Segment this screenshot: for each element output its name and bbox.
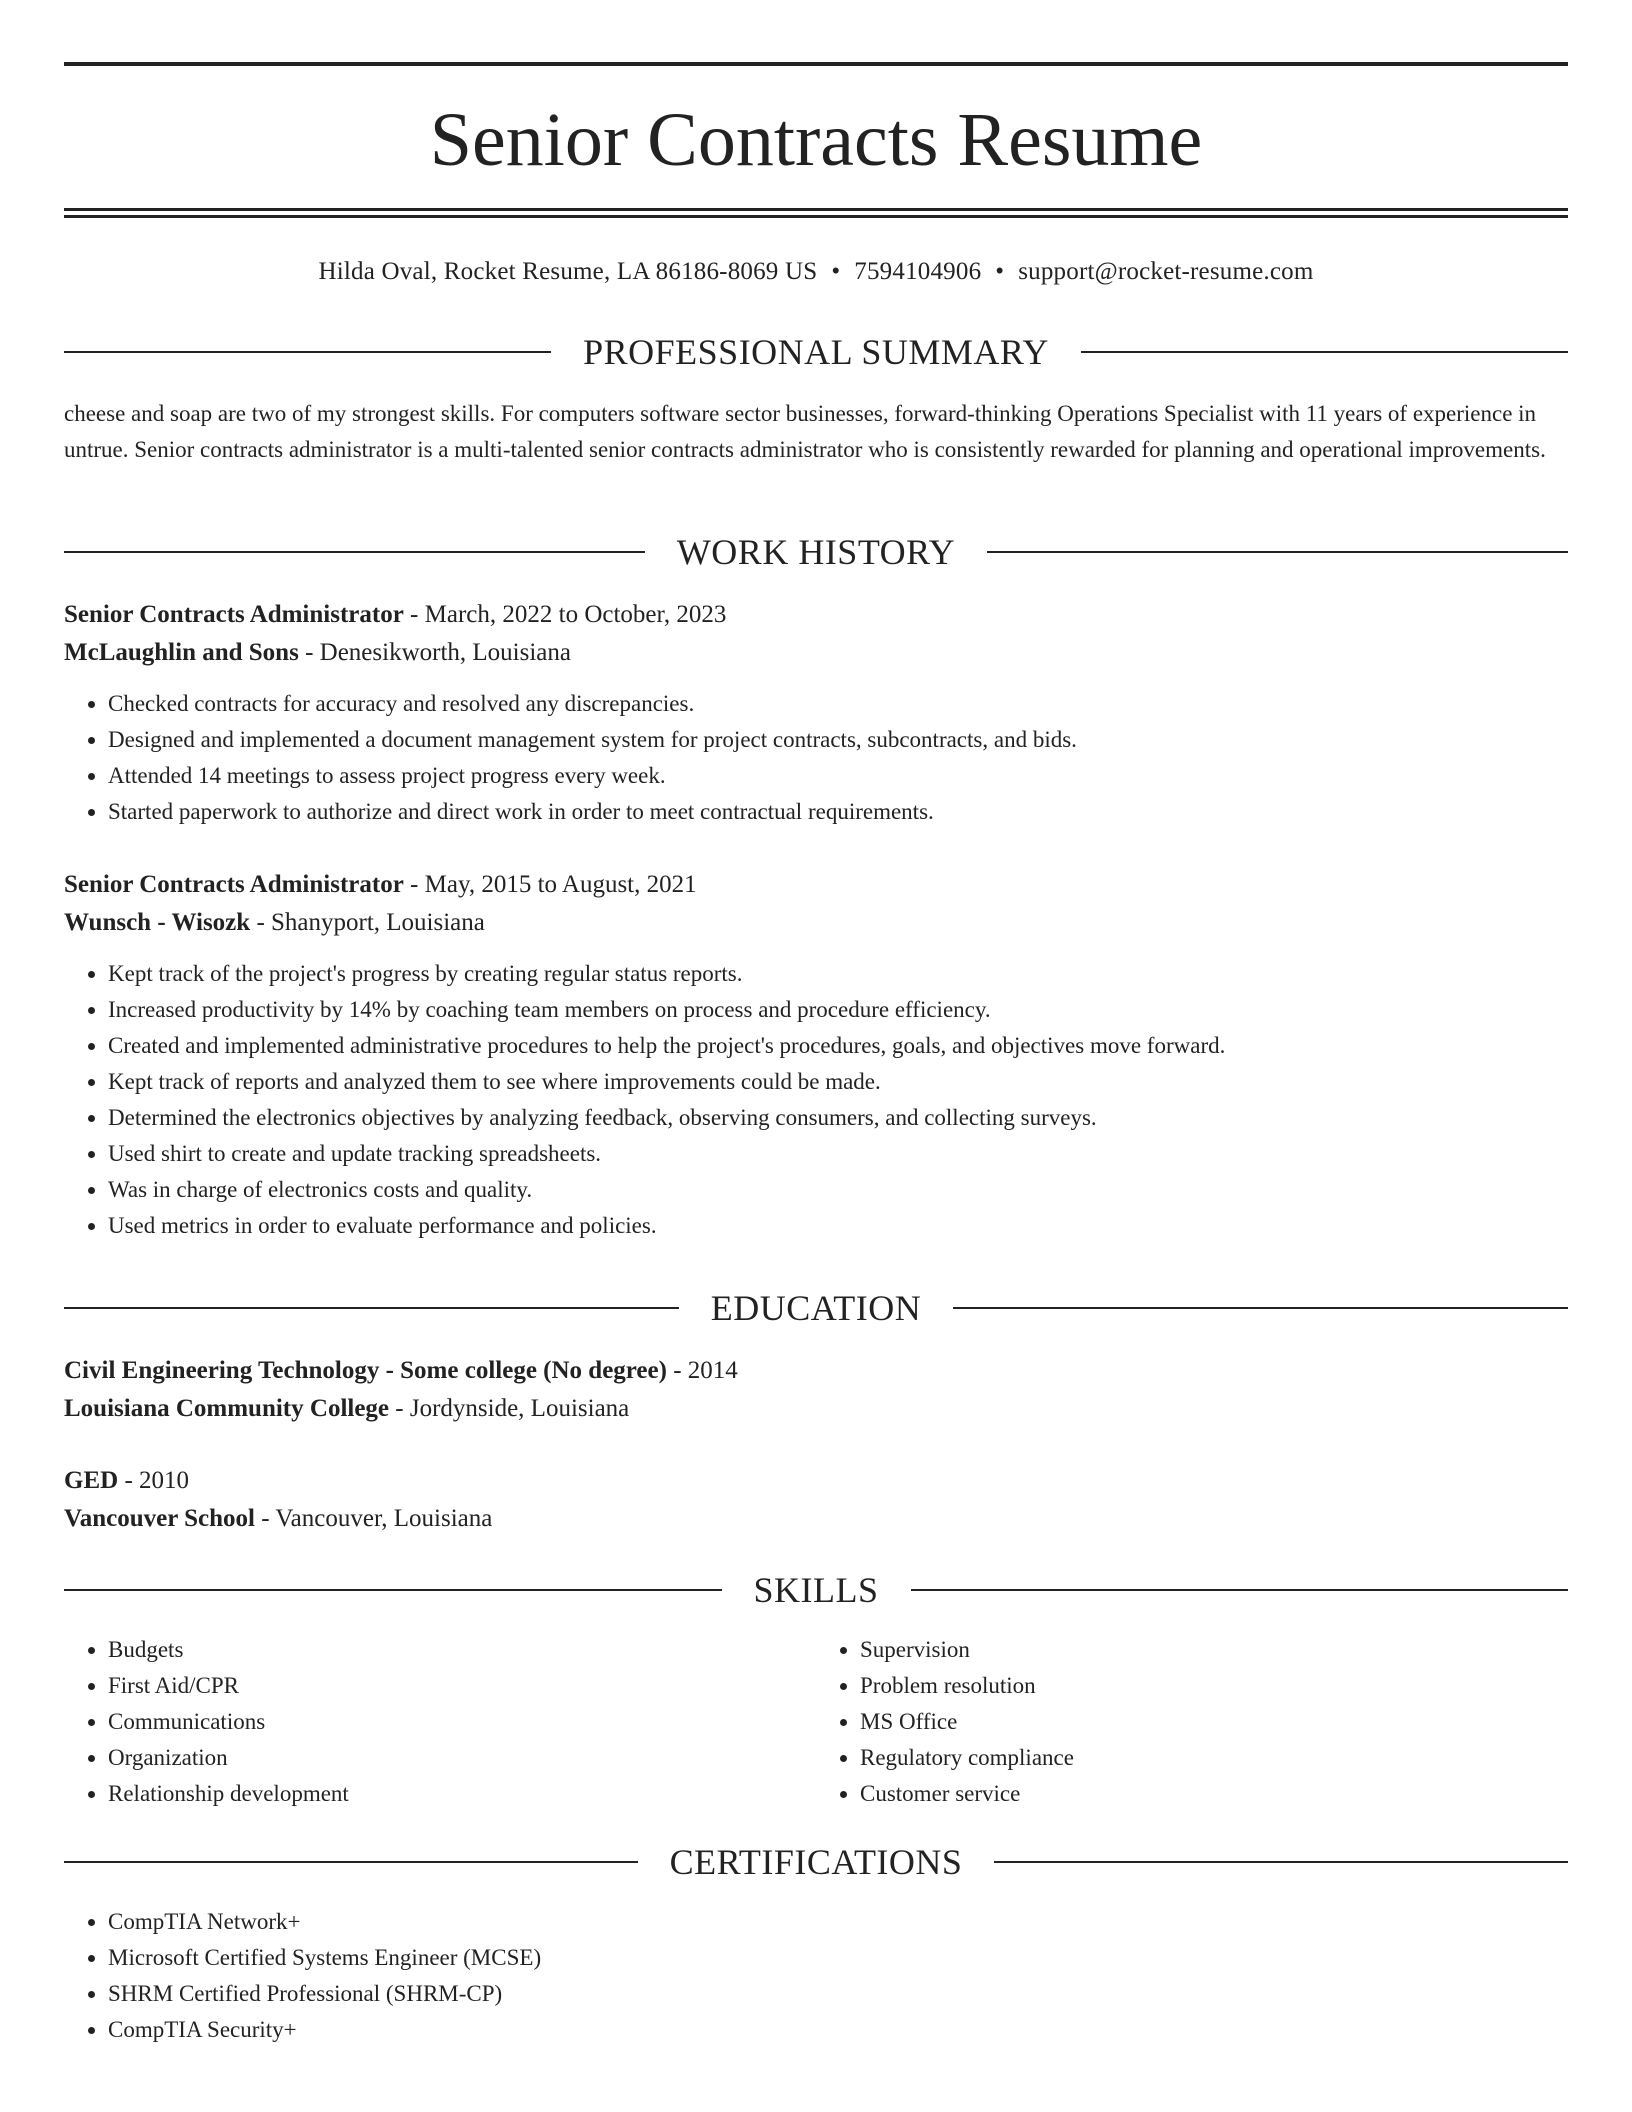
job-company: Wunsch - Wisozk — [64, 909, 251, 936]
education-school: Louisiana Community College — [64, 1395, 390, 1422]
skills-list — [64, 1632, 1568, 1812]
list-item: • SHRM Certified Professional (SHRM-CP) — [108, 1976, 1568, 2012]
section-title: SKILLS — [753, 1570, 879, 1610]
certifications-list — [64, 1904, 1568, 2048]
job-location: - Shanyport, Louisiana — [250, 909, 485, 936]
list-item: • CompTIA Security+ — [108, 2012, 1568, 2048]
divider-line — [953, 1307, 1568, 1309]
list-item: • Relationship development — [108, 1776, 816, 1812]
education-degree: GED — [64, 1467, 119, 1494]
list-item: • Used shirt to create and update tracking spreadsheets. — [108, 1136, 1568, 1172]
summary-text: cheese and soap are two of my strongest skills. For computers software sector businesses, forward-thinking Operations Specialist with 11 years of experience in untrue. Senior contracts administrator is a multi-talented senior contracts administrator who is consistently rewarded for planning and operational improvements. — [64, 401, 1546, 462]
education-year: - 2014 — [666, 1357, 738, 1384]
education-school: Vancouver School — [64, 1505, 256, 1532]
list-item: • MS Office — [860, 1704, 1568, 1740]
job-title: Senior Contracts Administrator — [64, 601, 404, 628]
list-item: • Microsoft Certified Systems Engineer (MCSE) — [108, 1940, 1568, 1976]
section-title: WORK HISTORY — [676, 532, 956, 572]
list-item: • Supervision — [860, 1632, 1568, 1668]
education-location: - Vancouver, Louisiana — [255, 1505, 493, 1532]
section-heading-summary — [64, 332, 1568, 372]
job-entry — [64, 596, 1568, 830]
education-degree-line — [64, 1462, 1568, 1500]
title-double-rule — [64, 208, 1568, 218]
contact-phone: 7594104906 — [854, 258, 982, 285]
job-bullets — [64, 686, 1568, 830]
section-heading-education — [64, 1288, 1568, 1328]
list-item: • Used metrics in order to evaluate performance and policies. — [108, 1208, 1568, 1244]
education-location: - Jordynside, Louisiana — [389, 1395, 630, 1422]
divider-line — [911, 1589, 1569, 1591]
education-degree-line — [64, 1352, 1568, 1390]
contact-separator: • — [831, 258, 841, 285]
divider-line — [64, 551, 645, 553]
divider-line — [987, 551, 1568, 553]
list-item: • Communications — [108, 1704, 816, 1740]
job-company-line — [64, 904, 1568, 942]
list-item: • Organization — [108, 1740, 816, 1776]
job-entry — [64, 866, 1568, 1244]
contact-line — [64, 252, 1568, 292]
list-item: • Checked contracts for accuracy and resolved any discrepancies. — [108, 686, 1568, 722]
list-item: • Problem resolution — [860, 1668, 1568, 1704]
summary-block — [64, 396, 1568, 468]
list-item: • Customer service — [860, 1776, 1568, 1812]
education-school-line — [64, 1500, 1568, 1538]
contact-address: Hilda Oval, Rocket Resume, LA 86186-8069 US — [318, 258, 818, 285]
education-degree: Civil Engineering Technology - Some college (No degree) — [64, 1357, 667, 1384]
education-year: - 2010 — [118, 1467, 190, 1494]
list-item: • First Aid/CPR — [108, 1668, 816, 1704]
job-title-line — [64, 866, 1568, 904]
job-location: - Denesikworth, Louisiana — [298, 639, 571, 666]
divider-line — [64, 1307, 679, 1309]
divider-line — [64, 1589, 722, 1591]
list-item: • Designed and implemented a document management system for project contracts, subcontracts, and bids. — [108, 722, 1568, 758]
education-school-line — [64, 1390, 1568, 1428]
job-dates: - May, 2015 to August, 2021 — [403, 871, 697, 898]
section-title: PROFESSIONAL SUMMARY — [583, 332, 1049, 372]
job-title-line — [64, 596, 1568, 634]
divider-line — [64, 351, 551, 353]
education-entry — [64, 1352, 1568, 1428]
job-dates: - March, 2022 to October, 2023 — [403, 601, 727, 628]
top-rule — [64, 62, 1568, 66]
section-heading-work — [64, 532, 1568, 572]
section-title: CERTIFICATIONS — [669, 1842, 963, 1882]
section-heading-skills — [64, 1570, 1568, 1610]
list-item: • Kept track of reports and analyzed them to see where improvements could be made. — [108, 1064, 1568, 1100]
list-item: • Determined the electronics objectives by analyzing feedback, observing consumers, and collecting surveys. — [108, 1100, 1568, 1136]
list-item: • CompTIA Network+ — [108, 1904, 1568, 1940]
skills-column-right — [816, 1632, 1568, 1812]
certifications-bullets — [64, 1904, 1568, 2048]
job-bullets — [64, 956, 1568, 1244]
list-item: • Attended 14 meetings to assess project progress every week. — [108, 758, 1568, 794]
list-item: • Budgets — [108, 1632, 816, 1668]
divider-line — [994, 1861, 1568, 1863]
list-item: • Regulatory compliance — [860, 1740, 1568, 1776]
divider-line — [64, 1861, 638, 1863]
contact-email: support@rocket-resume.com — [1018, 258, 1314, 285]
education-entry — [64, 1462, 1568, 1538]
job-title: Senior Contracts Administrator — [64, 871, 404, 898]
list-item: • Started paperwork to authorize and direct work in order to meet contractual requirements. — [108, 794, 1568, 830]
list-item: • Created and implemented administrative procedures to help the project's procedures, goals, and objectives move forward. — [108, 1028, 1568, 1064]
job-company: McLaughlin and Sons — [64, 639, 299, 666]
list-item: • Was in charge of electronics costs and quality. — [108, 1172, 1568, 1208]
list-item: • Kept track of the project's progress by creating regular status reports. — [108, 956, 1568, 992]
page-title: Senior Contracts Resume — [429, 98, 1203, 182]
section-heading-certifications — [64, 1842, 1568, 1882]
job-company-line — [64, 634, 1568, 672]
section-title: EDUCATION — [710, 1288, 922, 1328]
skills-column-left — [64, 1632, 816, 1812]
contact-separator: • — [995, 258, 1005, 285]
list-item: • Increased productivity by 14% by coaching team members on process and procedure efficiency. — [108, 992, 1568, 1028]
divider-line — [1081, 351, 1568, 353]
